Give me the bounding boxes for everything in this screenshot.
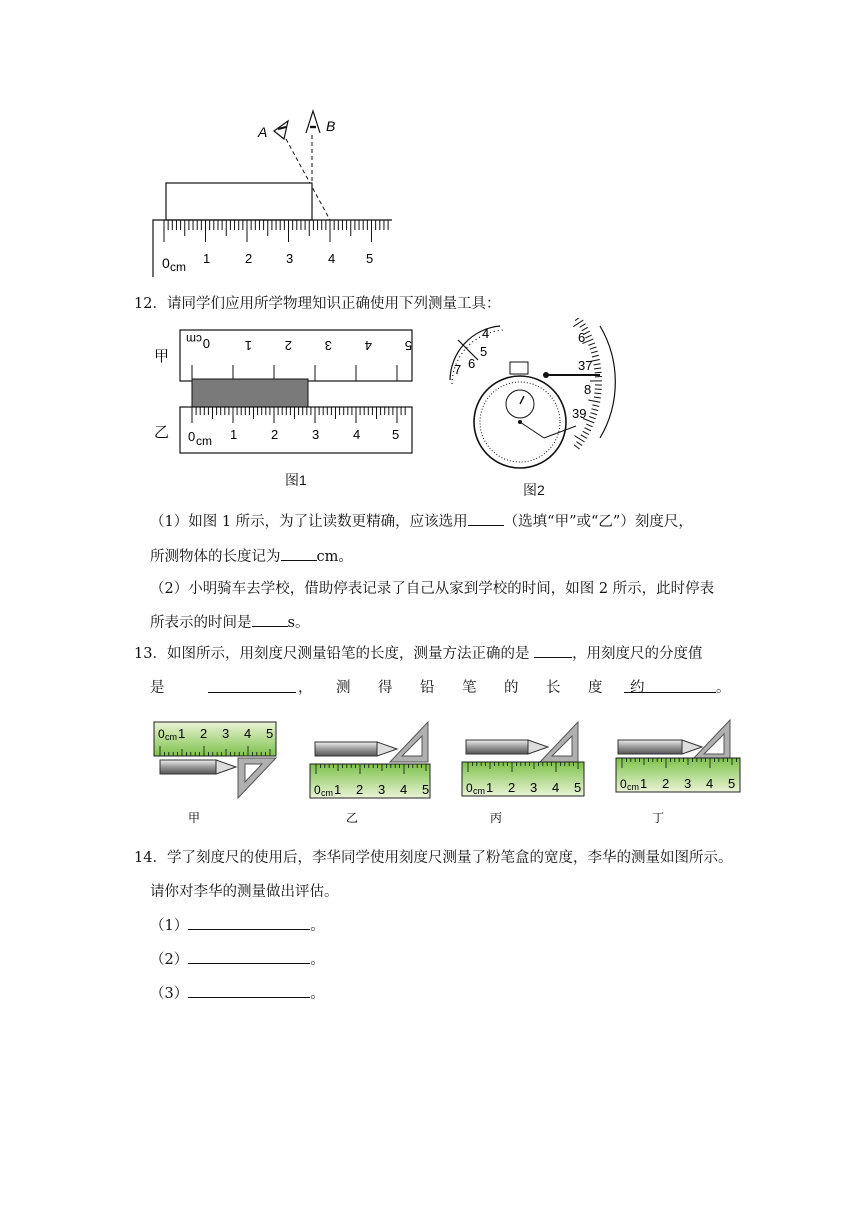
tick-label: cm — [473, 786, 485, 796]
ruler-jia — [180, 330, 412, 381]
ruler-jia-label: 甲 — [154, 348, 170, 365]
tick-mark — [594, 368, 601, 369]
tick-label: 1 — [178, 726, 186, 741]
dial-label: 37 — [578, 358, 593, 373]
text: 。 — [716, 680, 731, 696]
tick-mark — [592, 405, 599, 407]
answer-blank[interactable] — [252, 625, 288, 627]
tick-label: 4 — [328, 251, 336, 266]
tick-label: 5 — [404, 338, 412, 353]
top-ruler — [153, 220, 392, 277]
q14-item-2 — [150, 948, 325, 969]
triangle-ruler — [238, 758, 276, 798]
tick-label: 3 — [312, 427, 320, 442]
text: 约 — [630, 680, 645, 696]
q12-part2-line1 — [150, 577, 714, 598]
tick-label: 2 — [356, 782, 364, 797]
label-a: A — [258, 124, 268, 140]
tick-label: 3 — [222, 726, 230, 741]
pencil-tip — [216, 760, 236, 774]
tick-mark — [585, 335, 591, 338]
fig-parallax-ruler — [150, 105, 410, 285]
tick-mark — [588, 400, 600, 402]
figure-label-bing: 丙 — [490, 811, 503, 825]
tick-label: 1 — [640, 776, 648, 791]
tick-label: 5 — [266, 726, 274, 741]
text: 铅 — [420, 680, 435, 696]
dial-label: 8 — [584, 382, 592, 397]
text: 。 — [310, 986, 325, 1002]
tick-label: 4 — [552, 780, 560, 795]
q14-item-1 — [150, 914, 325, 935]
question-number: 12． — [134, 296, 167, 312]
shape — [160, 760, 216, 774]
triangle-ruler — [390, 722, 428, 762]
q12-stem — [134, 292, 500, 313]
figure-label-yi: 乙 — [346, 811, 359, 825]
tick-label: 0 — [314, 783, 321, 797]
q12-part1-line1 — [150, 510, 693, 531]
ruler-yi — [180, 407, 412, 453]
text: 请你对李华的测量做出评估。 — [150, 884, 339, 900]
dial-label: 5 — [480, 344, 488, 359]
pencil-tip — [377, 742, 397, 756]
ruler-yi-label: 乙 — [154, 424, 170, 441]
q13-stem — [134, 642, 703, 663]
tick-mark — [574, 445, 580, 449]
unit-label: cm — [186, 332, 202, 346]
answer-blank[interactable] — [468, 524, 504, 526]
text: 所测物体的长度记为 — [150, 549, 281, 565]
unit-label: cm — [170, 260, 186, 274]
eye-a-icon — [274, 121, 288, 139]
tick-mark — [590, 413, 597, 415]
tick-mark — [592, 355, 599, 357]
tick-label: 2 — [271, 427, 279, 442]
tick-mark — [591, 351, 598, 353]
answer-blank[interactable] — [534, 656, 572, 658]
text: 测 — [336, 680, 351, 696]
fig1-caption: 图1 — [285, 472, 307, 488]
shape — [618, 740, 682, 754]
text: 所表示的时间是 — [150, 615, 252, 631]
tick-label: 1 — [244, 338, 252, 353]
text: s。 — [287, 615, 310, 631]
tick-label: 5 — [574, 780, 582, 795]
pencil-tip — [682, 740, 702, 754]
question-number: 13． — [134, 646, 167, 662]
answer-blank[interactable] — [188, 928, 310, 930]
tick-mark — [580, 324, 586, 328]
figure-label-jia: 甲 — [188, 811, 201, 825]
tick-mark — [575, 318, 581, 321]
text: 如图所示，用刻度尺测量铅笔的长度，测量方法正确的是 — [166, 646, 530, 662]
triangle-ruler — [540, 722, 578, 762]
tick-mark — [576, 442, 582, 446]
tick-mark — [588, 343, 595, 345]
tick-label: cm — [165, 732, 177, 742]
text: 长 — [546, 680, 561, 696]
tick-label: cm — [321, 788, 333, 798]
text: （1）如图 1 所示，为了让读数更精确，应该选用 — [150, 514, 468, 530]
tick-label: 4 — [353, 427, 361, 442]
q14-stem2 — [150, 880, 339, 901]
unit-label: cm — [196, 434, 212, 448]
tick-label: 4 — [364, 338, 372, 353]
shape — [466, 740, 528, 754]
tick-mark — [583, 431, 589, 434]
text: （2）小明骑车去学校，借助停表记录了自己从家到学校的时间，如图 2 所示，此时停表 — [150, 581, 715, 597]
tick-mark — [590, 347, 597, 349]
tick-mark — [589, 417, 596, 419]
tick-label: 2 — [245, 251, 253, 266]
tick-mark — [592, 409, 599, 411]
triangle-ruler — [692, 720, 730, 760]
tick-label: 0 — [202, 336, 210, 351]
text: 的 — [504, 680, 519, 696]
tick-label: 3 — [378, 782, 386, 797]
tick-label: 2 — [662, 776, 670, 791]
tick-label: 5 — [392, 427, 400, 442]
tick-label: 3 — [324, 338, 332, 353]
figure-label-ding: 丁 — [652, 811, 665, 825]
tick-mark — [595, 372, 602, 373]
text: 是 — [150, 680, 165, 696]
tick-mark — [594, 393, 601, 394]
fig1-rulers — [150, 325, 420, 465]
tick-label: 2 — [508, 780, 516, 795]
tick-label: 4 — [400, 782, 408, 797]
text: 度 — [588, 680, 603, 696]
q14-item-3 — [150, 982, 325, 1003]
text: ， — [298, 680, 313, 696]
tick-label: 2 — [284, 338, 292, 353]
item-number: （1） — [150, 918, 189, 934]
question-number: 14． — [134, 850, 167, 866]
q13-figures — [150, 710, 750, 830]
text: 学了刻度尺的使用后，李华同学使用刻度尺测量了粉笔盒的宽度，李华的测量如图所示。 — [166, 850, 733, 866]
text: cm。 — [316, 549, 353, 565]
tick-mark — [586, 424, 592, 427]
tick-label: 3 — [684, 776, 692, 791]
text: 。 — [310, 952, 325, 968]
tick-label: 5 — [728, 776, 736, 791]
dial-label: 7 — [454, 362, 462, 377]
dial-label: 39 — [572, 406, 587, 421]
label-b: B — [326, 118, 336, 134]
tick-label: 4 — [706, 776, 714, 791]
text: 。 — [310, 918, 325, 934]
answer-blank[interactable] — [208, 691, 296, 693]
dial-label: 6 — [578, 330, 586, 345]
tick-label: 0 — [188, 429, 196, 444]
tick-label: 1 — [230, 427, 238, 442]
answer-blank[interactable] — [188, 996, 310, 998]
tick-label: 1 — [334, 782, 342, 797]
tick-label: 3 — [530, 780, 538, 795]
text: 笔 — [462, 680, 477, 696]
tick-label: 5 — [422, 782, 430, 797]
answer-blank[interactable] — [281, 559, 317, 561]
text: 得 — [378, 680, 393, 696]
tick-label: 3 — [286, 251, 294, 266]
tick-label: 0 — [158, 727, 165, 741]
item-number: （2） — [150, 952, 189, 968]
text: ，用刻度尺的分度值 — [572, 646, 703, 662]
tick-mark — [585, 428, 591, 431]
dial-label: 6 — [468, 356, 476, 371]
tick-label: 1 — [203, 251, 211, 266]
tick-label: 5 — [366, 251, 374, 266]
fig2-stopwatch — [440, 318, 640, 488]
tick-mark — [594, 364, 601, 365]
dial-label: 4 — [482, 326, 490, 341]
shape — [315, 742, 377, 756]
eye-b-icon — [306, 111, 320, 133]
q12-part1-line2 — [150, 545, 353, 566]
question-text: 请同学们应用所学物理知识正确使用下列测量工具： — [166, 296, 501, 312]
q12-part2-line2 — [150, 611, 309, 632]
tick-label: 0 — [466, 781, 473, 795]
tick-label: 0 — [620, 777, 627, 791]
measured-object — [192, 379, 308, 407]
tick-mark — [594, 397, 601, 398]
answer-blank[interactable] — [188, 962, 310, 964]
text: （选填“甲”或“乙”）刻度尺， — [503, 514, 693, 530]
fig2-caption: 图2 — [523, 482, 545, 498]
tick-label: 2 — [200, 726, 208, 741]
q13-line2 — [150, 676, 730, 698]
q14-stem — [134, 846, 732, 867]
answer-blank[interactable] — [624, 691, 716, 693]
tick-label: cm — [627, 782, 639, 792]
tick-label: 1 — [486, 780, 494, 795]
tick-mark — [581, 435, 587, 439]
tick-label: 4 — [244, 726, 252, 741]
pencil-tip — [528, 740, 548, 754]
item-number: （3） — [150, 986, 189, 1002]
tick-label: 0 — [162, 255, 170, 271]
